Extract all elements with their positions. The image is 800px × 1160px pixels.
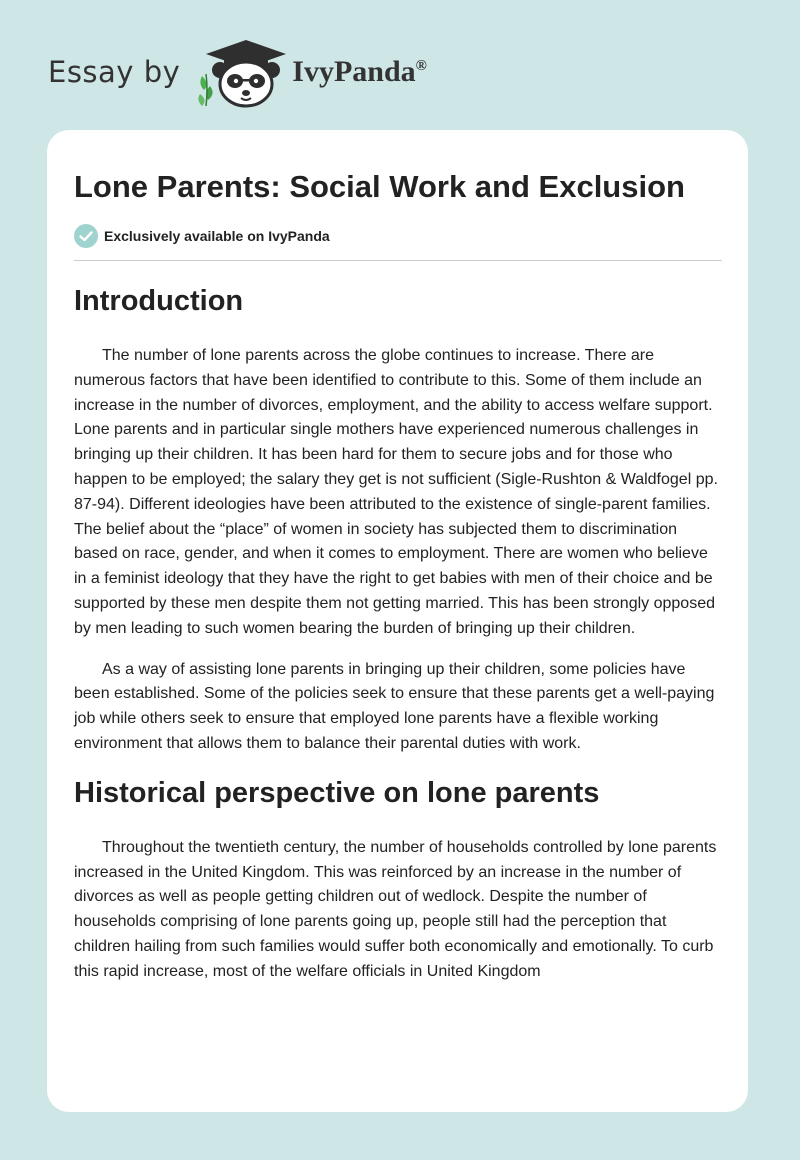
ivypanda-logo-icon bbox=[194, 36, 290, 108]
section-heading-introduction: Introduction bbox=[74, 285, 244, 317]
section-heading-historical-perspective: Historical perspective on lone parents bbox=[74, 776, 600, 809]
brand-prefix: Essay by bbox=[48, 55, 181, 89]
paragraph: As a way of assisting lone parents in bringing up their children, some policies have been established. Some of the policies seek to ensure that these parents get a well-paying job while others seek to ensure that employed lone parents have a flexible working environment that allows them to balance their parental duties with work. bbox=[74, 660, 715, 752]
brand-header bbox=[48, 36, 427, 108]
paragraph: Throughout the twentieth century, the number of households controlled by lone parents increased in the United Kingdom. This was reinforced by an increase in the number of divorces as well as people getting children out of wedlock. Despite the number of households comprising of lone parents going up, people still had the perception that children hailing from such families would suffer both economically and emotionally. To curb this rapid increase, most of the welfare officials in United Kingdom bbox=[74, 838, 717, 980]
brand-name: IvyPanda® bbox=[292, 55, 427, 88]
check-circle-icon bbox=[74, 224, 98, 248]
essay-card bbox=[47, 130, 748, 1112]
exclusive-badge bbox=[74, 223, 722, 249]
exclusive-badge-text: Exclusively available on IvyPanda bbox=[104, 228, 330, 244]
paragraph: The number of lone parents across the globe continues to increase. There are numerous factors that have been identified to contribute to this. Some of them include an increase in the number of divorces, employment, and the ability to access welfare support. Lone parents and in particular single mothers have experienced numerous challenges in bringing up their children. It has been hard for them to secure jobs and for those who happen to be employed; the salary they get is not sufficient (Sigle-Rushton & Waldfogel pp. 87-94). Different ideologies have been attributed to the existence of single-parent families. The belief about the “place” of women in society has subjected them to discrimination based on race, gender, and when it comes to employment. There are women who believe in a feminist ideology that they have the right to get babies with men of their choice and be supported by these men despite them not getting married. This has been strongly opposed by men leading to such women bearing the burden of bringing up their children. bbox=[74, 347, 718, 637]
title-divider bbox=[74, 260, 722, 261]
essay-title: Lone Parents: Social Work and Exclusion bbox=[74, 169, 685, 204]
registered-mark: ® bbox=[415, 58, 427, 74]
